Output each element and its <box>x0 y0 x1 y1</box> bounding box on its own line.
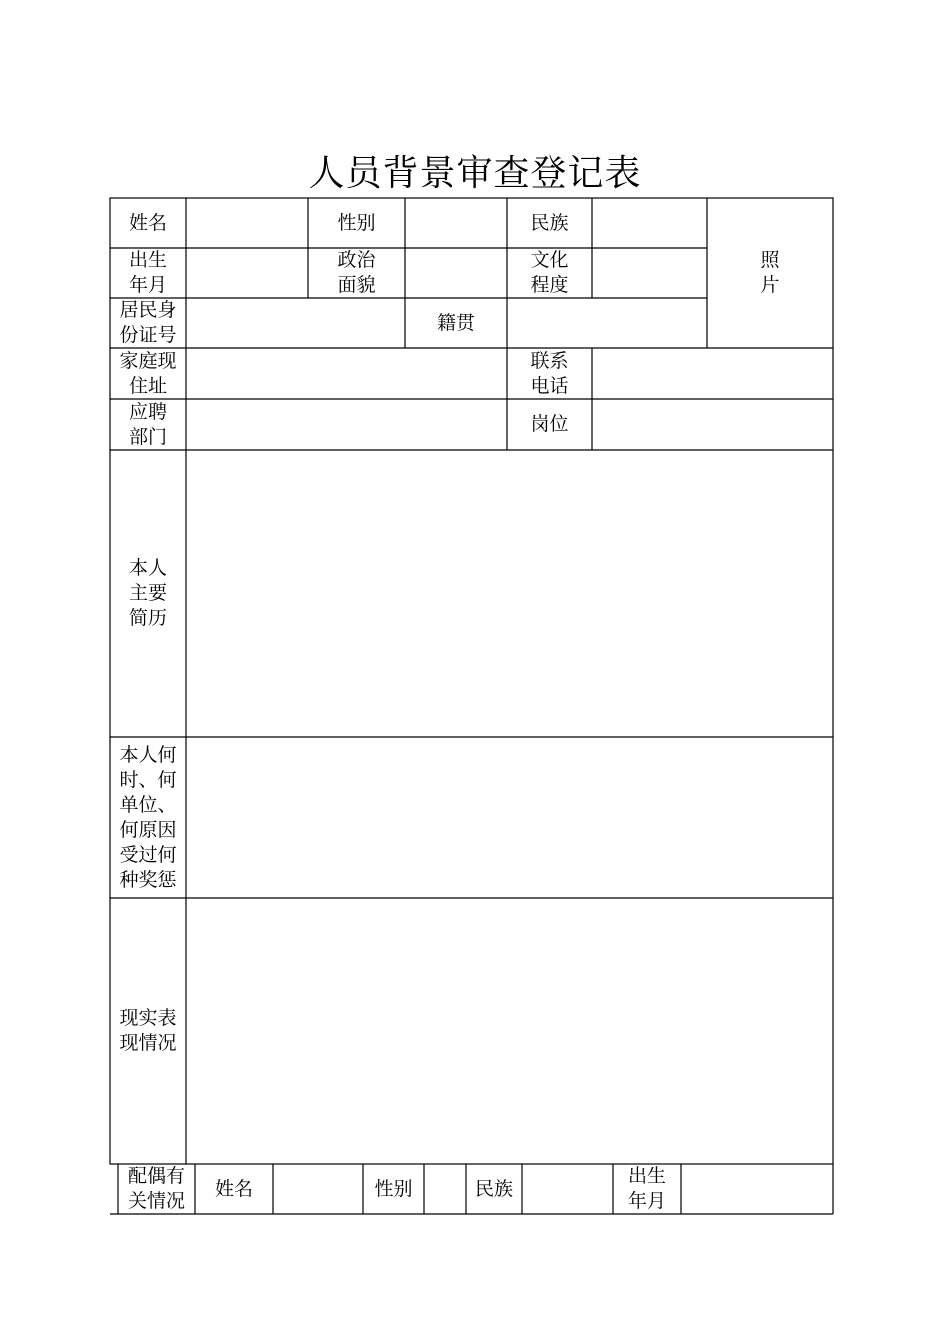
political-status-field[interactable] <box>405 248 507 298</box>
education-label: 文化 程度 <box>530 249 569 296</box>
photo-box[interactable]: 照 片 <box>760 249 780 296</box>
position-field[interactable] <box>592 399 833 450</box>
native-place-field[interactable] <box>507 298 707 348</box>
performance-field[interactable] <box>186 898 833 1164</box>
spouse-ethnicity-field[interactable] <box>522 1164 613 1214</box>
ethnicity-label: 民族 <box>530 211 569 234</box>
id-number-field[interactable] <box>186 298 405 348</box>
rewards-penalties-label: 本人何 时、何 单位、 何原因 受过何 种奖惩 <box>119 743 177 891</box>
phone-field[interactable] <box>592 348 833 399</box>
home-address-field[interactable] <box>186 348 507 399</box>
political-status-label: 政治 面貌 <box>337 249 376 296</box>
department-label: 应聘 部门 <box>128 400 167 448</box>
resume-label: 本人 主要 简历 <box>128 557 167 629</box>
education-field[interactable] <box>592 248 707 298</box>
home-address-label: 家庭现 住址 <box>119 349 177 397</box>
gender-field[interactable] <box>405 198 507 248</box>
form-title: 人员背景审查登记表 <box>308 153 642 194</box>
phone-label: 联系 电话 <box>530 349 569 397</box>
birth-date-field[interactable] <box>186 248 308 298</box>
resume-field[interactable] <box>186 450 833 737</box>
spouse-gender-field[interactable] <box>424 1164 466 1214</box>
name-field[interactable] <box>186 198 308 248</box>
spouse-birth-label: 出生 年月 <box>627 1165 666 1212</box>
department-field[interactable] <box>186 399 507 450</box>
position-label: 岗位 <box>530 413 569 435</box>
name-label: 姓名 <box>128 211 167 234</box>
spouse-birth-field[interactable] <box>681 1164 833 1214</box>
spouse-name-field[interactable] <box>273 1164 363 1214</box>
performance-label: 现实表 现情况 <box>119 1007 177 1054</box>
id-number-label: 居民身 份证号 <box>119 299 177 346</box>
rewards-penalties-field[interactable] <box>186 737 833 898</box>
gender-label: 性别 <box>337 211 376 234</box>
spouse-ethnicity-label: 民族 <box>474 1177 513 1200</box>
spouse-section-label: 配偶有 关情况 <box>127 1165 185 1212</box>
birth-date-label: 出生 年月 <box>128 249 167 296</box>
ethnicity-field[interactable] <box>592 198 707 248</box>
spouse-gender-label: 性别 <box>374 1177 413 1200</box>
spouse-name-label: 姓名 <box>214 1177 253 1200</box>
native-place-label: 籍贯 <box>436 311 475 334</box>
